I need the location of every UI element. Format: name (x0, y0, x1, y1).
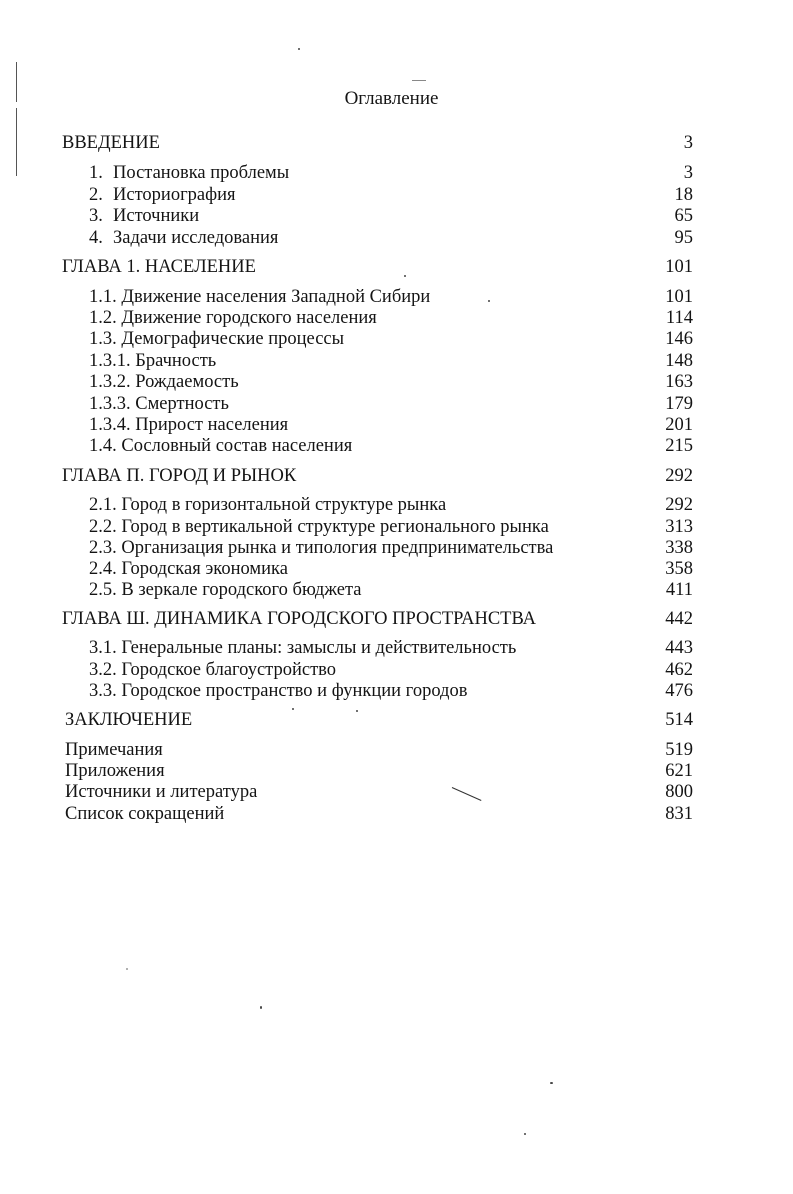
scan-speck (298, 48, 300, 50)
toc-entry-row (89, 393, 693, 415)
toc-entry-label: 3.3. Городское пространство и функции городов (89, 681, 468, 701)
toc-entry-label: 1.3. Демографические процессы (89, 329, 345, 349)
toc-page-number: 800 (665, 782, 693, 802)
scan-speck (292, 708, 294, 710)
toc-page-number: 179 (665, 394, 693, 414)
toc-entry-label: 2.1. Город в горизонтальной структуре рынка (89, 495, 447, 515)
toc-entry-row (89, 537, 693, 559)
scan-speck (524, 1133, 526, 1135)
toc-entry-row (65, 781, 693, 803)
toc-entry-number: 2. (89, 185, 103, 205)
toc-page-number: 462 (665, 660, 693, 680)
toc-entry-label (89, 227, 278, 249)
scan-speck (260, 1006, 262, 1009)
toc-chapter-row (62, 132, 693, 154)
toc-title: Оглавление (344, 88, 439, 109)
toc-entry-label: ГЛАВА П. ГОРОД И РЫНОК (62, 466, 297, 486)
toc-entry-label: ГЛАВА Ш. ДИНАМИКА ГОРОДСКОГО ПРОСТРАНСТВА (62, 609, 536, 629)
toc-entry-label: 1.3.3. Смертность (89, 394, 229, 414)
toc-entry-label: Источники и литература (65, 782, 258, 802)
toc-entry-text: Постановка проблемы (113, 163, 290, 183)
toc-entry-row (89, 350, 693, 372)
toc-entry-label: 2.2. Город в вертикальной структуре регионального рынка (89, 517, 549, 537)
toc-entry-number: 4. (89, 228, 103, 248)
toc-page-number: 443 (665, 638, 693, 658)
toc-entry-row (89, 435, 693, 457)
toc-page-number: 442 (665, 609, 693, 629)
toc-entry-row (89, 227, 693, 249)
toc-entry-label: Примечания (65, 740, 163, 760)
toc-page-number: 338 (665, 538, 693, 558)
toc-page-number: 358 (665, 559, 693, 579)
toc-page-number: 621 (665, 761, 693, 781)
toc-page-number: 65 (674, 206, 693, 226)
toc-entry-label: 2.4. Городская экономика (89, 559, 288, 579)
scan-speck (488, 300, 490, 302)
toc-entry-row (89, 414, 693, 436)
toc-entry-row (65, 739, 693, 761)
toc-entry-label: 2.3. Организация рынка и типология предпринимательства (89, 538, 554, 558)
toc-page-number: 292 (665, 495, 693, 515)
toc-entry-label: 3.2. Городское благоустройство (89, 660, 337, 680)
toc-entry-row (89, 162, 693, 184)
toc-entry-text: Историография (113, 185, 236, 205)
toc-entry-row (89, 494, 693, 516)
margin-rule (16, 108, 17, 176)
scan-speck (550, 1082, 553, 1084)
scan-speck (404, 275, 406, 277)
toc-entry-row (89, 205, 693, 227)
toc-page-number: 18 (674, 185, 693, 205)
toc-page-number: 201 (665, 415, 693, 435)
toc-chapter-row (62, 465, 693, 487)
toc-entry-label: 1.3.2. Рождаемость (89, 372, 239, 392)
toc-entry-label: 2.5. В зеркале городского бюджета (89, 580, 362, 600)
toc-page-number: 831 (665, 804, 693, 824)
toc-page-number: 114 (665, 308, 693, 328)
toc-page-number: 3 (683, 163, 693, 183)
toc-page-number: 163 (665, 372, 693, 392)
toc-page-number: 3 (683, 133, 693, 153)
toc-page-number: 411 (665, 580, 693, 600)
toc-entry-row (89, 680, 693, 702)
toc-entry-label: 1.3.1. Брачность (89, 351, 217, 371)
toc-entry-label: 1.1. Движение населения Западной Сибири (89, 287, 431, 307)
toc-entry-label (89, 184, 236, 206)
toc-chapter-row (62, 256, 693, 278)
toc-chapter-row (62, 608, 693, 630)
toc-page-number: 101 (665, 257, 693, 277)
scan-speck (126, 968, 128, 970)
toc-page-number: 95 (674, 228, 693, 248)
toc-page-number: 514 (665, 710, 693, 730)
toc-page-number: 519 (665, 740, 693, 760)
toc-entry-number: 1. (89, 163, 103, 183)
toc-entry-row (89, 307, 693, 329)
toc-page-number: 101 (665, 287, 693, 307)
toc-entry-label: Приложения (65, 761, 165, 781)
toc-entry-label: 3.1. Генеральные планы: замыслы и действительность (89, 638, 517, 658)
toc-entry-row (89, 516, 693, 538)
toc-chapter-row (65, 709, 693, 731)
toc-entry-label (89, 205, 199, 227)
toc-entry-row (89, 184, 693, 206)
toc-entry-text: Источники (113, 206, 200, 226)
toc-entry-row (89, 659, 693, 681)
toc-entry-label: 1.3.4. Прирост населения (89, 415, 289, 435)
toc-entry-label: ГЛАВА 1. НАСЕЛЕНИЕ (62, 257, 256, 277)
toc-entry-label (89, 162, 289, 184)
toc-entry-row (89, 286, 693, 308)
toc-entry-label: 1.4. Сословный состав населения (89, 436, 353, 456)
toc-entry-number: 3. (89, 206, 103, 226)
toc-entry-row (65, 803, 693, 825)
toc-entry-row (65, 760, 693, 782)
toc-page-number: 146 (665, 329, 693, 349)
toc-page-number: 313 (665, 517, 693, 537)
toc-entry-row (89, 558, 693, 580)
toc-entry-row (89, 637, 693, 659)
scan-speck (356, 710, 358, 712)
toc-entry-label: ВВЕДЕНИЕ (62, 133, 160, 153)
toc-entry-row (89, 579, 693, 601)
toc-entry-row (89, 328, 693, 350)
toc-page-number: 292 (665, 466, 693, 486)
toc-page-number: 148 (665, 351, 693, 371)
toc-page-number: 215 (665, 436, 693, 456)
scan-speck (412, 80, 426, 81)
toc-page-number: 476 (665, 681, 693, 701)
toc-entry-row (89, 371, 693, 393)
toc-entry-text: Задачи исследования (113, 228, 279, 248)
toc-entry-label: 1.2. Движение городского населения (89, 308, 377, 328)
toc-entry-label: ЗАКЛЮЧЕНИЕ (65, 710, 193, 730)
toc-entry-label: Список сокращений (65, 804, 225, 824)
